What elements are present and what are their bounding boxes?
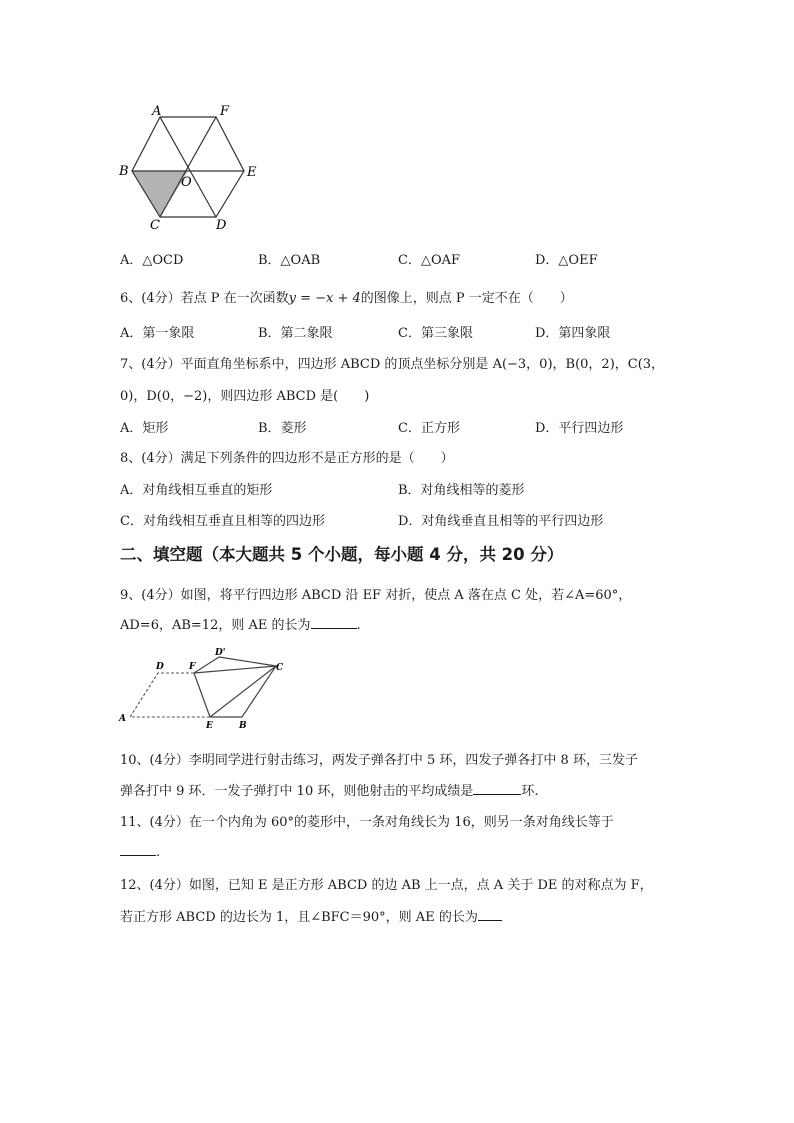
q10-line-1: 10、(4分）李明同学进行射击练习，两发子弹各打中 5 环，四发子弹各打中 8 环，三发子 [120, 753, 638, 768]
q9-line-2 [120, 614, 361, 633]
q9-line-1: 9、(4分）如图，将平行四边形 ABCD 沿 EF 对折，使点 A 落在点 C 处，若∠A=60°， [120, 588, 632, 603]
q6-prefix: 6、(4分）若点 P 在一次函数 [120, 291, 289, 306]
q10-line-2 [120, 780, 538, 799]
q8-option-c: C．对角线相互垂直且相等的四边形 [120, 514, 325, 529]
q6-option-b: B．第二象限 [258, 326, 333, 341]
q7-option-b: B．菱形 [258, 421, 307, 436]
fold-label-c: C [276, 663, 284, 673]
q6-option-a: A．第一象限 [120, 326, 195, 341]
folded-part [210, 657, 276, 717]
fold-line-ef [194, 673, 210, 717]
q10-line-2-prefix: 弹各打中 9 环．一发子弹打中 10 环，则他射击的平均成绩是 [120, 784, 474, 799]
label-e: E [247, 165, 257, 180]
fold-label-b: B [239, 721, 247, 730]
q12-answer-blank [478, 908, 502, 921]
q5-option-b: B．△OAB [258, 253, 321, 268]
label-b: B [119, 164, 129, 179]
fold-label-a: A [119, 714, 126, 724]
q6-formula: y = −x + 4 [288, 291, 361, 306]
label-a: A [152, 104, 162, 119]
fold-label-f: F [189, 662, 196, 672]
q12-line-2 [120, 906, 502, 925]
q9-answer-blank [311, 616, 357, 629]
q7-option-a: A．矩形 [120, 421, 169, 436]
q11-line-2 [120, 843, 160, 860]
q11-answer-blank [120, 843, 156, 856]
label-c: C [150, 218, 160, 233]
fold-label-dprime: D' [215, 648, 226, 658]
q7-option-d: D．平行四边形 [535, 421, 624, 436]
q8-question: 8、(4分）满足下列条件的四边形不是正方形的是（ ） [120, 451, 454, 466]
q7-option-c: C．正方形 [398, 421, 460, 436]
q8-option-d: D．对角线垂直且相等的平行四边形 [398, 514, 604, 529]
fold-label-e: E [206, 721, 213, 730]
q6-option-c: C．第三象限 [398, 326, 473, 341]
shaded-triangle-obc [132, 171, 188, 217]
hexagon-figure [112, 100, 272, 235]
q11-line-2-suffix: . [156, 845, 161, 860]
q12-line-2-prefix: 若正方形 ABCD 的边长为 1，且∠BFC＝90°，则 AE 的长为 [120, 910, 478, 925]
fold-label-d: D [156, 662, 164, 672]
q8-option-a: A．对角线相互垂直的矩形 [120, 483, 273, 498]
label-o: O [181, 175, 192, 190]
q7-line-2: 0)，D(0，−2)，则四边形 ABCD 是( ) [120, 389, 370, 404]
q7-line-1: 7、(4分）平面直角坐标系中，四边形 ABCD 的顶点坐标分别是 A(−3，0)，B(0，2)，C(3， [120, 357, 665, 372]
q11-line-1: 11、(4分）在一个内角为 60°的菱形中，一条对角线长为 16，则另一条对角线长等于 [120, 815, 614, 830]
section-heading-fill-in: 二、填空题（本大题共 5 个小题，每小题 4 分，共 20 分） [120, 545, 564, 564]
label-f: F [220, 104, 230, 119]
q6-suffix: 的图像上，则点 P 一定不在（ ） [360, 291, 573, 306]
q6-option-d: D．第四象限 [535, 326, 611, 341]
q5-option-d: D．△OEF [535, 253, 598, 268]
q9-line-2-suffix: . [356, 618, 361, 633]
parallelogram-remnant [130, 673, 210, 717]
fold-figure [115, 645, 295, 730]
q9-line-2-prefix: AD=6，AB=12，则 AE 的长为 [120, 618, 311, 633]
q5-option-a: A．△OCD [120, 253, 184, 268]
q6-question [120, 287, 573, 306]
q10-answer-blank [473, 782, 521, 795]
q12-line-1: 12、(4分）如图，已知 E 是正方形 ABCD 的边 AB 上一点，点 A 关于 DE 的对称点为 F， [120, 878, 653, 893]
q5-option-c: C．△OAF [398, 253, 461, 268]
q8-option-b: B．对角线相等的菱形 [398, 483, 525, 498]
q10-line-2-suffix: 环. [521, 784, 539, 799]
label-d: D [216, 218, 227, 233]
segment-fc [194, 666, 276, 673]
segment-ec [210, 666, 276, 717]
